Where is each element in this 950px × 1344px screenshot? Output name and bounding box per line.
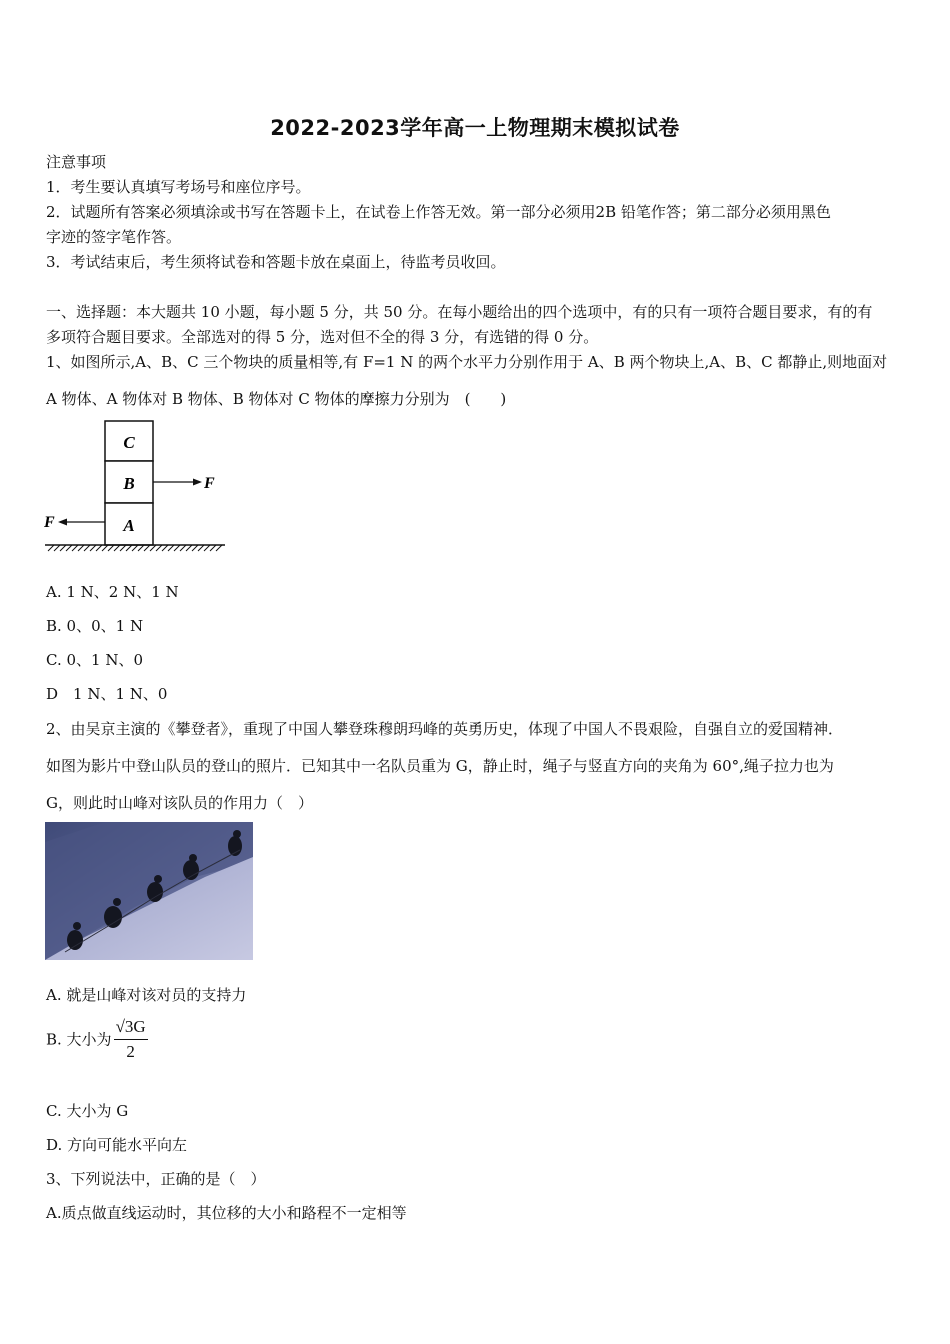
section1-intro-line1: 一、选择题：本大题共 10 小题，每小题 5 分，共 50 分。在每小题给出的四个选项中，有的只有一项符合题目要求，有的有 xyxy=(46,303,873,321)
q1-option-d: D 1 N、1 N、0 xyxy=(46,685,168,703)
q3-option-a: A.质点做直线运动时，其位移的大小和路程不一定相等 xyxy=(46,1204,407,1222)
q1-option-a: A. 1 N、2 N、1 N xyxy=(46,583,179,601)
ground-hatching xyxy=(48,545,222,551)
block-c-label: C xyxy=(123,433,135,452)
notice-item-3: 3．考试结束后，考生须将试卷和答题卡放在桌面上，待监考员收回。 xyxy=(46,253,506,271)
force-label-left: F xyxy=(44,514,55,531)
q2-option-b xyxy=(46,1017,148,1062)
q3-stem: 3、下列说法中，正确的是（ ） xyxy=(46,1170,266,1188)
q1-stem-line1: 1、如图所示,A、B、C 三个物块的质量相等,有 F=1 N 的两个水平力分别作用于 A、B 两个物块上,A、B、C 都静止,则地面对 xyxy=(46,353,888,371)
block-b-label: B xyxy=(123,474,135,493)
q2-stem-line3: G，则此时山峰对该队员的作用力（ ） xyxy=(46,794,313,812)
notice-item-2: 2．试题所有答案必须填涂或书写在答题卡上，在试卷上作答无效。第一部分必须用2B 铅笔作答；第二部分必须用黑色 xyxy=(46,203,831,221)
q2-option-d: D. 方向可能水平向左 xyxy=(46,1136,188,1154)
q1-option-b: B. 0、0、1 N xyxy=(46,617,144,635)
notice-item-1: 1．考生要认真填写考场号和座位序号。 xyxy=(46,178,311,196)
q1-block-diagram xyxy=(40,415,240,560)
sqrt3g-over-2-fraction xyxy=(114,1017,148,1062)
force-arrow-right-head xyxy=(193,479,202,486)
fraction-numerator: √3G xyxy=(114,1017,148,1040)
q2-stem-line1: 2、由吴京主演的《攀登者》，重现了中国人攀登珠穆朗玛峰的英勇历史，体现了中国人不畏艰险，自强自立的爱国精神． xyxy=(46,720,844,738)
notice-heading: 注意事项 xyxy=(46,153,107,171)
notice-item-2-cont: 字迹的签字笔作答。 xyxy=(46,228,182,246)
q2-option-a: A. 就是山峰对该对员的支持力 xyxy=(46,986,247,1004)
page-title: 2022-2023学年高一上物理期末模拟试卷 xyxy=(270,116,680,140)
block-a-label: A xyxy=(123,516,135,535)
force-label-right: F xyxy=(204,475,215,492)
q2-option-b-prefix: B. 大小为 xyxy=(46,1030,112,1049)
section1-intro-line2: 多项符合题目要求。全部选对的得 5 分，选对但不全的得 3 分，有选错的得 0 分。 xyxy=(46,328,599,346)
q1-option-c: C. 0、1 N、0 xyxy=(46,651,144,669)
climbers-photo xyxy=(45,822,253,960)
fraction-denominator: 2 xyxy=(126,1042,135,1061)
q1-stem-line2: A 物体、A 物体对 B 物体、B 物体对 C 物体的摩擦力分别为 ( ) xyxy=(46,390,507,408)
force-arrow-left-head xyxy=(58,519,67,526)
q2-option-c: C. 大小为 G xyxy=(46,1102,129,1120)
q2-stem-line2: 如图为影片中登山队员的登山的照片．已知其中一名队员重为 G，静止时，绳子与竖直方向的夹角为 60°,绳子拉力也为 xyxy=(46,757,834,775)
